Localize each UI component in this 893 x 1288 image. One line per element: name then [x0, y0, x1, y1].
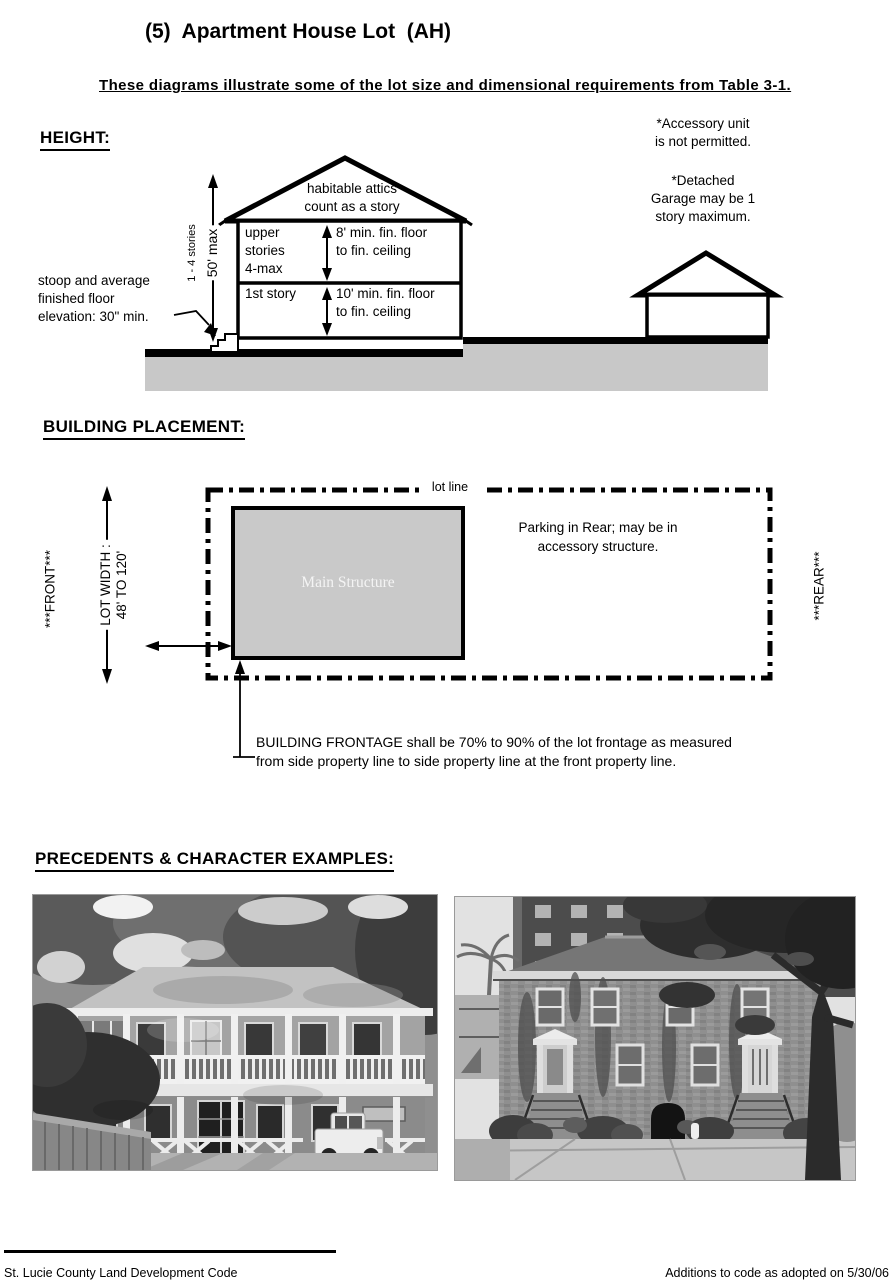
garage-note-line3: story maximum.	[655, 209, 751, 224]
attic-note-line1: habitable attics	[306, 181, 398, 196]
footnote-rule	[4, 1250, 336, 1253]
arrowhead-up-icon	[102, 486, 112, 501]
stories-range-label: 1 - 4 stories	[186, 224, 198, 282]
arrowhead-down-icon	[102, 669, 112, 684]
frontage-note	[256, 733, 801, 770]
eave-tick-right	[466, 221, 472, 225]
main-structure-label: Main Structure	[301, 574, 395, 591]
light-dapple	[147, 1018, 219, 1042]
sidewalk	[455, 1139, 855, 1180]
first-dim-line1: 10' min. fin. floor	[336, 286, 435, 301]
upper-story-line1: upper	[245, 225, 280, 240]
stoop-steps	[211, 334, 238, 352]
stoop-note-line1: stoop and average	[38, 273, 150, 288]
eave-fascia	[61, 1008, 433, 1016]
footer-right: Additions to code as adopted on 5/30/06	[665, 1266, 889, 1280]
parking-note	[478, 518, 718, 556]
arrowhead-left-icon	[145, 641, 159, 651]
basement-arch	[651, 1103, 685, 1139]
precedents-heading: PRECEDENTS & CHARACTER EXAMPLES:	[35, 849, 394, 872]
upper-story-dim	[336, 224, 427, 260]
garage-roof	[638, 253, 775, 295]
front-label: ***FRONT***	[42, 549, 58, 629]
lot-width-line2: 48' TO 120'	[114, 550, 129, 620]
eave-tick-left	[219, 221, 225, 225]
parking-note-line2: accessory structure.	[537, 539, 659, 554]
upper-dim-line2: to fin. ceiling	[336, 243, 412, 258]
lot-width-label	[98, 540, 130, 630]
arrowhead-up-icon	[235, 660, 245, 674]
height-heading: HEIGHT:	[40, 128, 110, 151]
stoop-leader-line	[174, 311, 209, 325]
stoop-note	[38, 272, 150, 326]
roof-shadow	[153, 976, 293, 1004]
footer-left: St. Lucie County Land Development Code	[4, 1266, 238, 1280]
upper-story-line2: stories	[245, 243, 285, 258]
cornice	[493, 971, 827, 979]
attic-note-line2: count as a story	[304, 199, 400, 214]
left-neighbor-structure	[455, 995, 503, 1079]
roof-shadow	[303, 983, 403, 1007]
photo-brick-apartment-house	[455, 897, 855, 1180]
first-story-dim	[336, 285, 435, 321]
max-height-label: 50' max	[204, 226, 220, 281]
first-dim-line2: to fin. ceiling	[336, 304, 412, 319]
frontage-note-line2: from side property line to side property line at the front property line.	[256, 752, 677, 769]
rear-label: ***REAR***	[811, 551, 827, 621]
upper-dim-line1: 8' min. fin. floor	[336, 225, 428, 240]
shadow-dapple	[93, 1100, 153, 1120]
placement-heading: BUILDING PLACEMENT:	[43, 417, 245, 440]
white-post	[691, 1123, 699, 1139]
upper-story-label	[245, 224, 285, 278]
lot-width-line1: LOT WIDTH :	[98, 544, 113, 626]
garage-note	[603, 172, 803, 226]
garage-note-line2: Garage may be 1	[650, 191, 756, 206]
accessory-note-line2: is not permitted.	[654, 134, 752, 149]
lot-line-label: lot line	[419, 480, 481, 494]
parking-note-line1: Parking in Rear; may be in	[518, 520, 678, 535]
first-story-label: 1st story	[245, 286, 297, 301]
arrowhead-right-icon	[218, 641, 232, 651]
accessory-note-line1: *Accessory unit	[656, 116, 750, 131]
photo-wood-apartment-illustration	[33, 895, 437, 1170]
photo-wood-apartment-house	[33, 895, 437, 1170]
grade-bar-front	[145, 349, 463, 357]
frontage-note-line1: BUILDING FRONTAGE shall be 70% to 90% of the lot frontage as measured	[256, 734, 732, 750]
shadow-dapple	[243, 1085, 323, 1105]
page-title: (5) Apartment House Lot (AH)	[145, 20, 452, 43]
garage-note-line1: *Detached	[671, 173, 735, 188]
upper-story-line3: 4-max	[245, 261, 283, 276]
stoop-note-line2: finished floor	[38, 291, 115, 306]
photo-brick-apartment-illustration	[455, 897, 855, 1180]
street-patch	[455, 1139, 510, 1180]
garage-body	[647, 295, 768, 337]
arrowhead-up-icon	[208, 174, 218, 188]
page-subtitle: These diagrams illustrate some of the lot size and dimensional requirements from Table 3-1.	[99, 77, 792, 94]
stoop-note-line3: elevation: 30" min.	[38, 309, 149, 324]
accessory-note	[603, 115, 803, 151]
